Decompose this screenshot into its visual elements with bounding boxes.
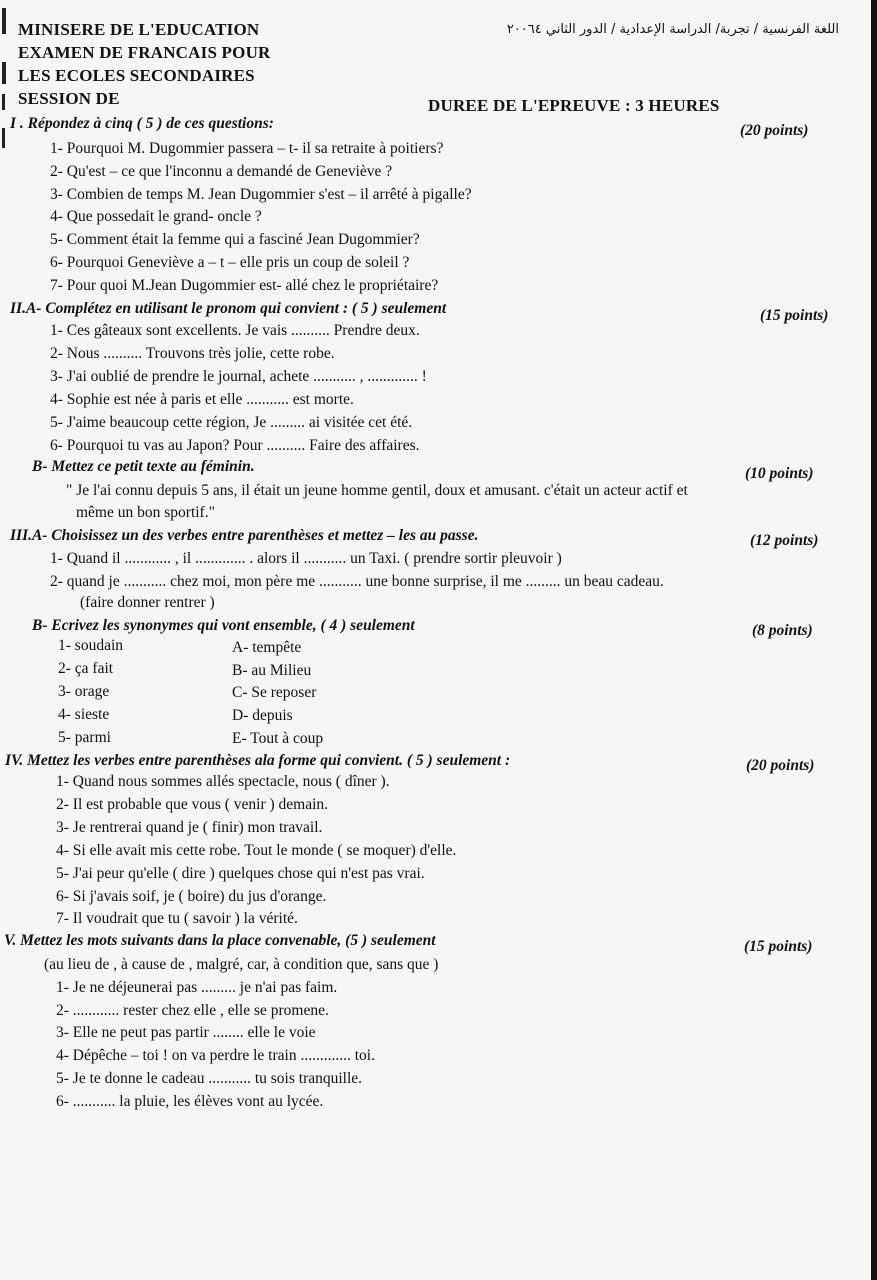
question-item: 4- Dépêche – toi ! on va perdre le train ............. toi.	[56, 1047, 375, 1064]
question-item: 6- Si j'avais soif, je ( boire) du jus d'orange.	[56, 888, 327, 905]
feminine-text-line-2: même un bon sportif."	[76, 504, 215, 521]
synonym-right: E- Tout à coup	[232, 730, 324, 747]
synonym-left: 2- ça fait	[58, 660, 114, 677]
question-item: 1- Quand nous sommes allés spectacle, nous ( dîner ).	[56, 773, 390, 790]
scan-mark	[2, 94, 5, 110]
question-item: 1- Ces gâteaux sont excellents. Je vais .......... Prendre deux.	[50, 322, 420, 339]
verb-options: (faire donner rentrer )	[80, 594, 215, 611]
header-ministry: MINISERE DE L'EDUCATION	[18, 20, 260, 39]
header-exam: EXAMEN DE FRANCAIS POUR	[18, 43, 271, 62]
question-item: 1- Je ne déjeunerai pas ......... je n'ai pas faim.	[56, 979, 338, 996]
section-3b-points: (8 points)	[752, 622, 813, 639]
section-4-points: (20 points)	[746, 757, 815, 774]
question-item: 5- Je te donne le cadeau ........... tu sois tranquille.	[56, 1070, 363, 1087]
question-item: 4- Que possedait le grand- oncle ?	[50, 208, 262, 225]
question-item: 5- Comment était la femme qui a fasciné Jean Dugommier?	[50, 231, 420, 248]
question-item: 1- Quand il ............ , il ............. . alors il ........... un Taxi. ( prendre sortir pleuvoir )	[50, 550, 562, 567]
scan-mark	[2, 8, 6, 34]
section-3b-title: B- Ecrivez les synonymes qui vont ensemble, ( 4 ) seulement	[32, 617, 415, 634]
question-item: 2- Nous .......... Trouvons très jolie, cette robe.	[50, 345, 335, 362]
section-2b-points: (10 points)	[745, 465, 814, 482]
question-item: 6- ........... la pluie, les élèves vont au lycée.	[56, 1093, 324, 1110]
question-item: 2- ............ rester chez elle , elle se promene.	[56, 1002, 329, 1019]
page-right-edge	[871, 0, 877, 1280]
section-1-points: (20 points)	[740, 122, 809, 139]
section-4-title: IV. Mettez les verbes entre parenthèses ala forme qui convient. ( 5 ) seulement :	[5, 752, 511, 769]
synonym-right: A- tempête	[232, 639, 302, 656]
question-item: 3- Combien de temps M. Jean Dugommier s'est – il arrêté à pigalle?	[50, 186, 472, 203]
section-2a-points: (15 points)	[760, 307, 829, 324]
question-item: 2- Qu'est – ce que l'inconnu a demandé de Geneviève ?	[50, 163, 393, 180]
synonym-left: 4- sieste	[58, 706, 110, 723]
header-duration: DUREE DE L'EPREUVE : 3 HEURES	[428, 96, 720, 115]
question-item: 4- Si elle avait mis cette robe. Tout le monde ( se moquer) d'elle.	[56, 842, 457, 859]
section-5-title: V. Mettez les mots suivants dans la place convenable, (5 ) seulement	[4, 932, 436, 949]
header-schools: LES ECOLES SECONDAIRES	[18, 66, 255, 85]
synonym-right: B- au Milieu	[232, 662, 312, 679]
question-item: 1- Pourquoi M. Dugommier passera – t- il sa retraite à poitiers?	[50, 140, 444, 157]
section-1-title: I . Répondez à cinq ( 5 ) de ces questions:	[10, 115, 274, 132]
section-5-points: (15 points)	[744, 938, 813, 955]
question-item: 6- Pourquoi tu vas au Japon? Pour .......... Faire des affaires.	[50, 437, 420, 454]
synonym-left: 5- parmi	[58, 729, 111, 746]
question-item: 2- quand je ........... chez moi, mon père me ........... une bonne surprise, il me ......... un beau cadeau.	[50, 573, 664, 590]
synonym-left: 3- orage	[58, 683, 110, 700]
scan-mark	[2, 128, 5, 148]
header-session: SESSION DE	[18, 89, 120, 108]
question-item: 7- Il voudrait que tu ( savoir ) la vérité.	[56, 910, 298, 927]
section-3a-title: III.A- Choisissez un des verbes entre parenthèses et mettez – les au passe.	[10, 527, 479, 544]
feminine-text-line-1: " Je l'ai connu depuis 5 ans, il était un jeune homme gentil, doux et amusant. c'était un acteur actif et	[66, 482, 688, 499]
question-item: 2- Il est probable que vous ( venir ) demain.	[56, 796, 329, 813]
section-2b-title: B- Mettez ce petit texte au féminin.	[32, 458, 255, 475]
synonym-right: D- depuis	[232, 707, 293, 724]
question-item: 3- J'ai oublié de prendre le journal, achete ........... , ............. !	[50, 368, 427, 385]
question-item: 5- J'ai peur qu'elle ( dire ) quelques chose qui n'est pas vrai.	[56, 865, 425, 882]
question-item: 6- Pourquoi Geneviève a – t – elle pris un coup de soleil ?	[50, 254, 410, 271]
question-item: 3- Je rentrerai quand je ( finir) mon travail.	[56, 819, 323, 836]
question-item: 7- Pour quoi M.Jean Dugommier est- allé chez le propriétaire?	[50, 277, 439, 294]
synonym-right: C- Se reposer	[232, 684, 317, 701]
word-list: (au lieu de , à cause de , malgré, car, à condition que, sans que )	[44, 956, 439, 973]
question-item: 4- Sophie est née à paris et elle ........... est morte.	[50, 391, 354, 408]
section-2a-title: II.A- Complétez en utilisant le pronom qui convient : ( 5 ) seulement	[10, 300, 447, 317]
scan-mark	[2, 62, 6, 84]
header-arabic: اللغة الفرنسية / تجربة/ الدراسة الإعدادية / الدور الثاني ٢٠٠٦٤	[506, 22, 839, 37]
question-item: 3- Elle ne peut pas partir ........ elle le voie	[56, 1024, 316, 1041]
section-3a-points: (12 points)	[750, 532, 819, 549]
question-item: 5- J'aime beaucoup cette région, Je ......... ai visitée cet été.	[50, 414, 413, 431]
synonym-left: 1- soudain	[58, 637, 124, 654]
